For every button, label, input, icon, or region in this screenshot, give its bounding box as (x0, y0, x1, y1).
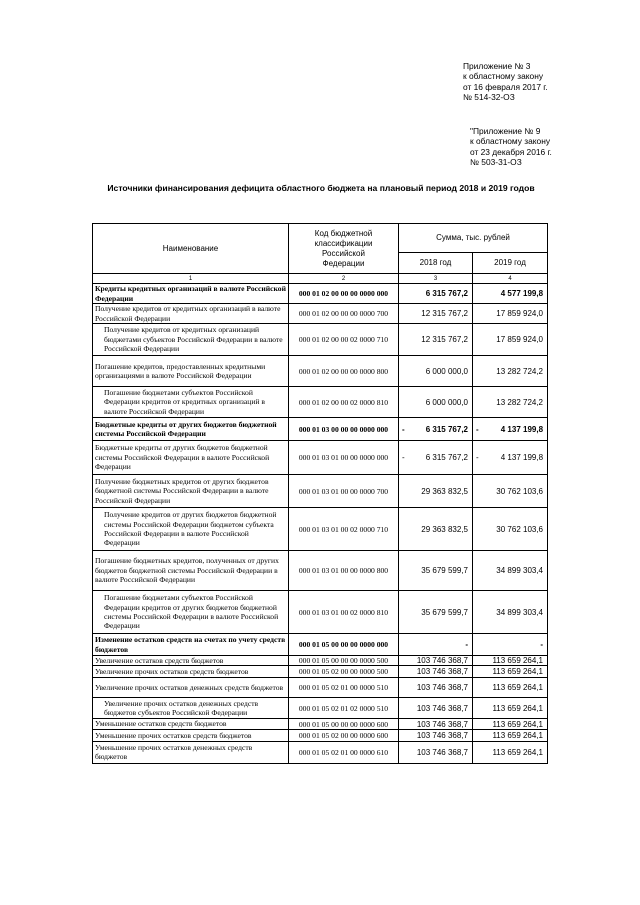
amount: 113 659 264,1 (492, 667, 544, 677)
row-value-2018 (399, 356, 473, 387)
table-body (93, 284, 548, 764)
row-name: Уменьшение остатков средств бюджетов (93, 719, 289, 729)
row-name: Получение кредитов от кредитных организаций в валюте Российской Федерации (93, 304, 289, 324)
row-name: Получение кредитов от других бюджетов бюджетной системы Российской Федерации бюджетом субъекта Российской Федерации в валюте Российской Федерации (93, 508, 289, 551)
amount: 35 679 599,7 (421, 566, 468, 575)
row-code: 000 01 03 01 00 00 0000 700 (289, 475, 399, 508)
amount: 113 659 264,1 (492, 683, 544, 693)
row-name: Получение кредитов от кредитных организаций бюджетами субъектов Российской Федерации в валюте Российской Федерации (93, 324, 289, 356)
table-row (93, 741, 548, 763)
amount: 103 746 368,7 (416, 719, 468, 729)
table-row (93, 591, 548, 634)
amount: - (465, 640, 468, 649)
table-row (93, 678, 548, 698)
document-title: Источники финансирования дефицита областного бюджета на плановый период 2018 и 2019 годов (107, 183, 535, 193)
row-name: Погашение бюджетами субъектов Российской Федерации кредитов от других бюджетов бюджетной системы Российской Федерации в валюте Российской Федерации (93, 591, 289, 634)
row-value-2019 (473, 666, 548, 678)
row-value-2018 (399, 634, 473, 656)
amount: 113 659 264,1 (492, 656, 544, 666)
amount: 6 315 767,2 (425, 289, 468, 298)
appendix-line: от 16 февраля 2017 г. (463, 81, 548, 92)
row-value-2019 (473, 741, 548, 763)
table-row (93, 634, 548, 656)
amount: 6 000 000,0 (425, 366, 468, 376)
row-code: 000 01 02 00 00 00 0000 700 (289, 304, 399, 324)
row-value-2018 (399, 591, 473, 634)
row-code: 000 01 03 01 00 00 0000 800 (289, 551, 399, 591)
amount: 4 137 199,8 (500, 453, 544, 462)
amount: 30 762 103,6 (496, 524, 544, 534)
amount: 113 659 264,1 (492, 719, 544, 729)
row-code: 000 01 05 02 00 00 0000 500 (289, 666, 399, 678)
row-value-2018 (399, 508, 473, 551)
appendix-line: к областному закону (470, 136, 551, 147)
previous-appendix-note (470, 126, 552, 168)
row-value-2019 (473, 441, 548, 475)
amount: 12 315 767,2 (421, 309, 468, 318)
minus-sign: - (402, 453, 405, 462)
row-name: Кредиты кредитных организаций в валюте Российской Федерации (93, 284, 289, 304)
row-name: Бюджетные кредиты от других бюджетов бюджетной системы Российской Федерации (93, 418, 289, 441)
budget-table (92, 223, 548, 764)
row-value-2018 (399, 304, 473, 324)
row-value-2019 (473, 508, 548, 551)
amount: 113 659 264,1 (492, 703, 544, 713)
amount: 35 679 599,7 (421, 607, 468, 617)
row-code: 000 01 05 02 01 02 0000 510 (289, 698, 399, 719)
header-sum: Сумма, тыс. рублей (399, 224, 548, 253)
amount: 113 659 264,1 (492, 730, 544, 740)
header-code: Код бюджетной классификации Российской Федерации (289, 224, 399, 274)
table-row (93, 551, 548, 591)
amount: 6 315 767,2 (425, 453, 468, 462)
row-value-2018 (399, 678, 473, 698)
row-code: 000 01 03 01 00 00 0000 000 (289, 441, 399, 475)
amount: 17 859 924,0 (496, 309, 544, 318)
appendix-line: к областному закону (463, 71, 544, 82)
row-value-2019 (473, 551, 548, 591)
amount: 4 577 199,8 (500, 289, 544, 298)
row-value-2019 (473, 678, 548, 698)
amount: 103 746 368,7 (416, 667, 468, 677)
row-value-2018 (399, 284, 473, 304)
row-name: Погашение кредитов, предоставленных кредитными организациями в валюте Российской Федерации (93, 356, 289, 387)
amount: 13 282 724,2 (496, 397, 544, 407)
amount: 6 000 000,0 (425, 397, 468, 407)
row-value-2019 (473, 656, 548, 666)
row-name: Бюджетные кредиты от других бюджетов бюджетной системы Российской Федерации в валюте Российской Федерации (93, 441, 289, 475)
row-code: 000 01 02 00 00 00 0000 000 (289, 284, 399, 304)
table-row (93, 324, 548, 356)
row-code: 000 01 02 00 00 00 0000 800 (289, 356, 399, 387)
row-name: Изменение остатков средств на счетах по учету средств бюджетов (93, 634, 289, 656)
row-value-2019 (473, 284, 548, 304)
row-code: 000 01 03 01 00 02 0000 810 (289, 591, 399, 634)
row-value-2018 (399, 475, 473, 508)
row-name: Уменьшение прочих остатков средств бюджетов (93, 729, 289, 741)
row-code: 000 01 05 00 00 00 0000 600 (289, 719, 399, 729)
column-number: 2 (289, 274, 399, 284)
row-value-2018 (399, 418, 473, 441)
header-year-2019: 2019 год (473, 253, 548, 274)
table-row (93, 441, 548, 475)
table-row (93, 666, 548, 678)
row-value-2018 (399, 719, 473, 729)
row-value-2018 (399, 741, 473, 763)
row-code: 000 01 05 00 00 00 0000 500 (289, 656, 399, 666)
table-row (93, 387, 548, 418)
appendix-line: от 23 декабря 2016 г. (470, 146, 552, 157)
table-row (93, 418, 548, 441)
column-number: 3 (399, 274, 473, 284)
amount: 17 859 924,0 (496, 335, 544, 344)
column-number: 4 (473, 274, 548, 284)
table-row (93, 508, 548, 551)
row-value-2019 (473, 634, 548, 656)
amount: 13 282 724,2 (496, 366, 544, 376)
appendix-note (463, 61, 548, 103)
row-code: 000 01 05 02 01 00 0000 610 (289, 741, 399, 763)
row-code: 000 01 02 00 00 02 0000 710 (289, 324, 399, 356)
row-name: Получение бюджетных кредитов от других бюджетов бюджетной системы Российской Федерации в валюте Российской Федерации (93, 475, 289, 508)
minus-sign: - (476, 453, 479, 462)
row-value-2019 (473, 475, 548, 508)
row-name: Увеличение прочих остатков денежных средств бюджетов субъектов Российской Федерации (93, 698, 289, 719)
appendix-line: "Приложение № 9 (470, 126, 541, 136)
amount: 34 899 303,4 (496, 566, 544, 575)
row-value-2018 (399, 387, 473, 418)
amount: 103 746 368,7 (416, 683, 468, 693)
row-code: 000 01 03 01 00 02 0000 710 (289, 508, 399, 551)
amount: 113 659 264,1 (492, 747, 544, 757)
row-value-2018 (399, 666, 473, 678)
row-value-2019 (473, 418, 548, 441)
row-value-2019 (473, 698, 548, 719)
appendix-line: № 503-31-ОЗ (470, 157, 522, 168)
amount: 29 363 832,5 (421, 524, 468, 534)
row-value-2019 (473, 324, 548, 356)
amount: - (540, 640, 544, 649)
row-value-2019 (473, 719, 548, 729)
row-value-2019 (473, 387, 548, 418)
row-value-2018 (399, 656, 473, 666)
table-row (93, 719, 548, 729)
row-value-2018 (399, 441, 473, 475)
table-row (93, 698, 548, 719)
row-value-2019 (473, 729, 548, 741)
row-value-2018 (399, 698, 473, 719)
amount: 6 315 767,2 (425, 424, 468, 434)
amount: 4 137 199,8 (500, 424, 544, 434)
amount: 103 746 368,7 (416, 747, 468, 757)
table-row (93, 729, 548, 741)
row-name: Уменьшение прочих остатков денежных средств бюджетов (93, 741, 289, 763)
table-row (93, 284, 548, 304)
row-value-2018 (399, 551, 473, 591)
row-name: Погашение бюджетами субъектов Российской Федерации кредитов от кредитных организаций в валюте Российской Федерации (93, 387, 289, 418)
row-code: 000 01 02 00 00 02 0000 810 (289, 387, 399, 418)
row-value-2019 (473, 356, 548, 387)
table-row (93, 475, 548, 508)
row-name: Увеличение прочих остатков средств бюджетов (93, 666, 289, 678)
row-code: 000 01 05 02 01 00 0000 510 (289, 678, 399, 698)
row-code: 000 01 05 02 00 00 0000 600 (289, 729, 399, 741)
minus-sign: - (402, 424, 405, 434)
amount: 103 746 368,7 (416, 656, 468, 666)
row-code: 000 01 03 00 00 00 0000 000 (289, 418, 399, 441)
row-code: 000 01 05 00 00 00 0000 000 (289, 634, 399, 656)
row-value-2019 (473, 591, 548, 634)
row-name: Увеличение остатков средств бюджетов (93, 656, 289, 666)
amount: 29 363 832,5 (421, 486, 468, 496)
header-name: Наименование (93, 224, 289, 274)
table-row (93, 356, 548, 387)
row-value-2018 (399, 324, 473, 356)
row-value-2019 (473, 304, 548, 324)
amount: 30 762 103,6 (496, 486, 544, 496)
amount: 103 746 368,7 (416, 730, 468, 740)
column-number: 1 (93, 274, 289, 284)
amount: 103 746 368,7 (416, 703, 468, 713)
table-row (93, 304, 548, 324)
row-value-2018 (399, 729, 473, 741)
header-year-2018: 2018 год (399, 253, 473, 274)
table-row (93, 656, 548, 666)
appendix-line: Приложение № 3 (463, 61, 531, 71)
row-name: Погашение бюджетных кредитов, полученных от других бюджетов бюджетной системы Российской Федерации в валюте Российской Федерации (93, 551, 289, 591)
appendix-line: № 514-32-ОЗ (463, 92, 515, 103)
minus-sign: - (476, 424, 479, 434)
amount: 12 315 767,2 (421, 335, 468, 344)
row-name: Увеличение прочих остатков денежных средств бюджетов (93, 678, 289, 698)
amount: 34 899 303,4 (496, 607, 544, 617)
